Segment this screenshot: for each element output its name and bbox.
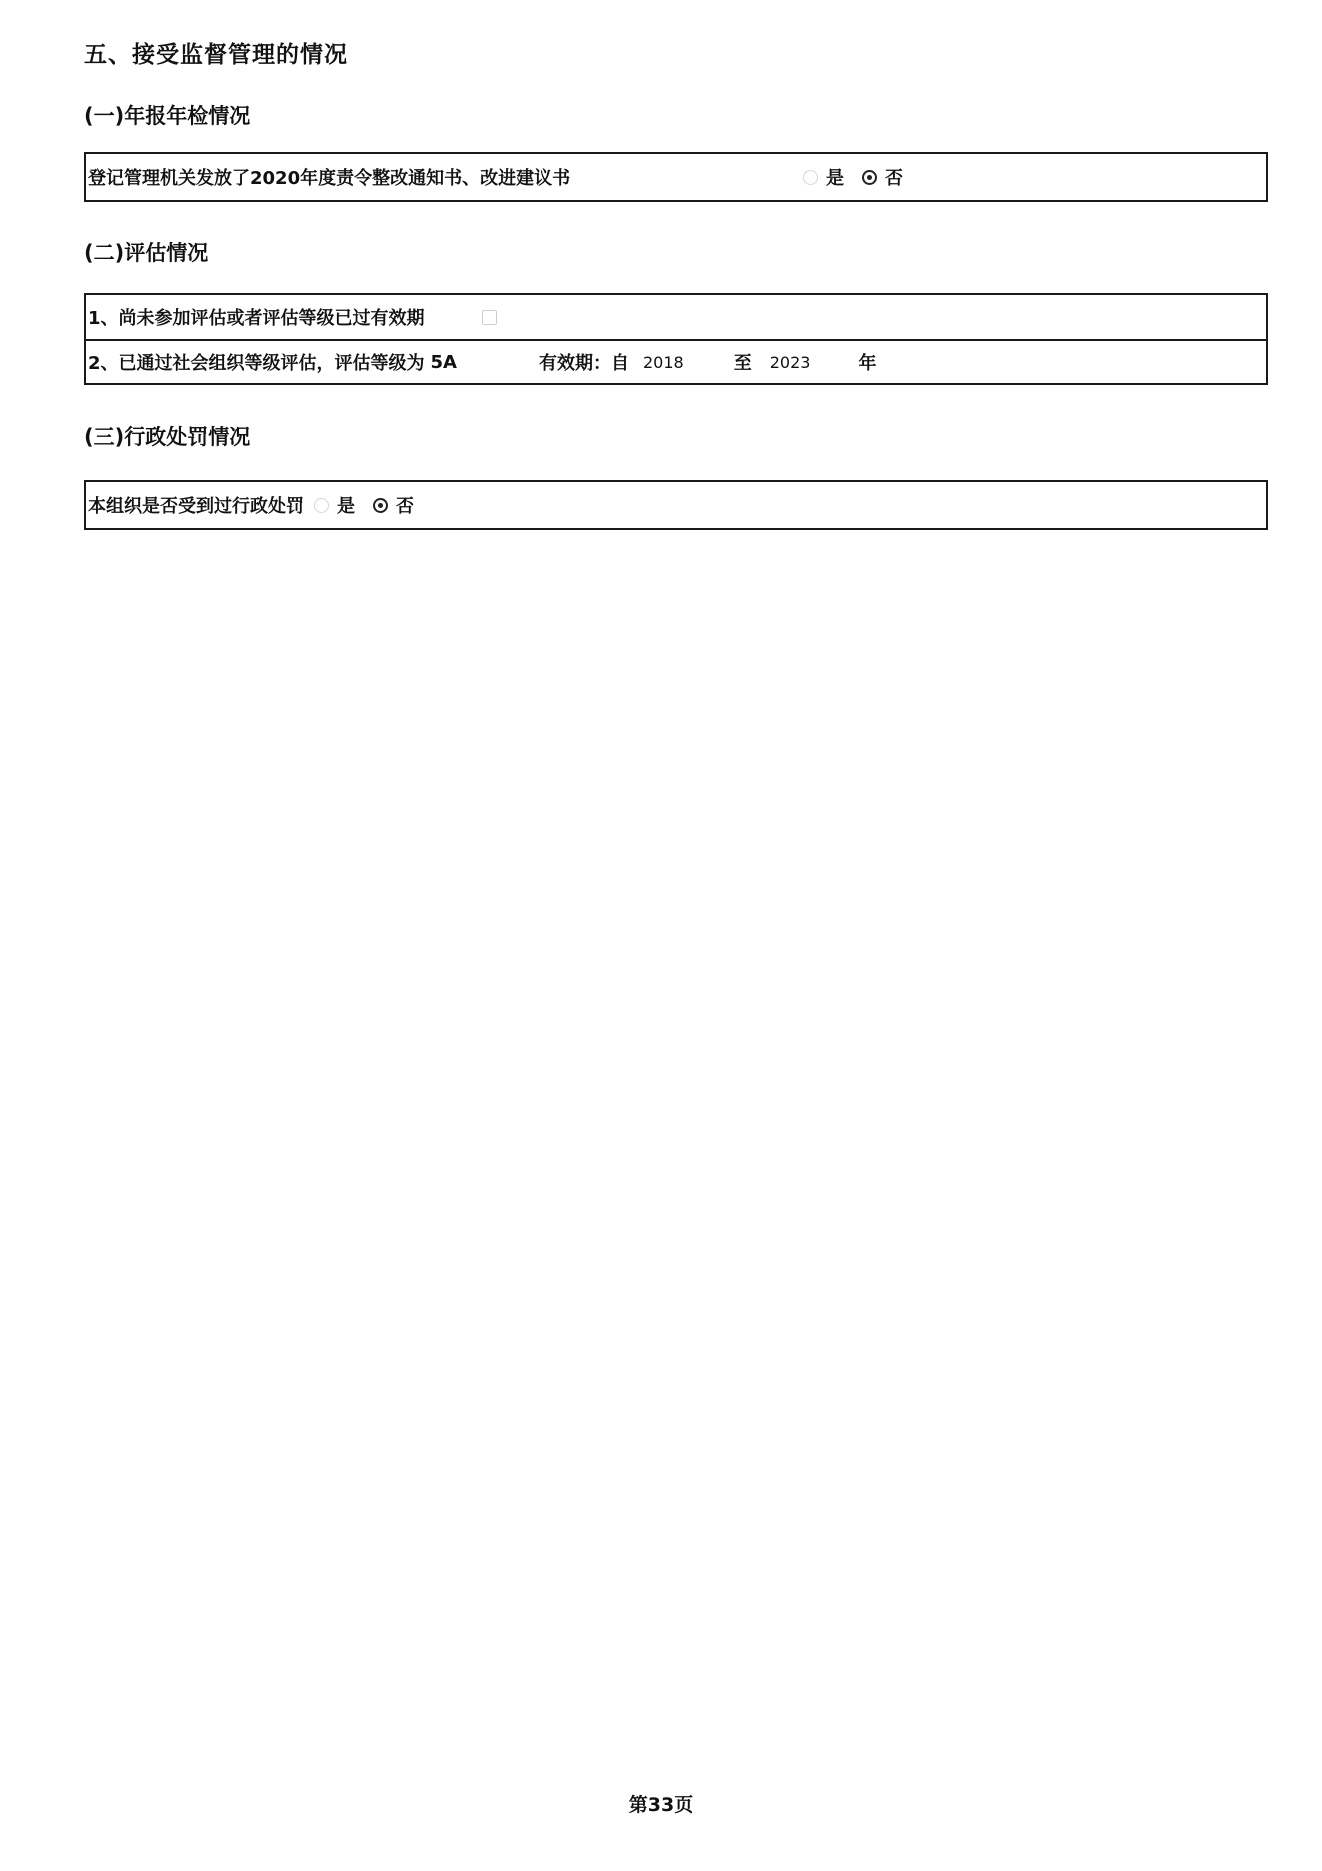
radio-yes[interactable]	[803, 170, 818, 185]
radio-yes[interactable]	[314, 498, 329, 513]
penalty-title: (三)行政处罚情况	[84, 425, 251, 449]
validity-to-year: 2023	[769, 352, 811, 372]
validity-to-label: 至	[733, 353, 752, 374]
annual-inspection-question: 登记管理机关发放了2020年度责令整改通知书、改进建议书	[88, 168, 571, 189]
radio-no[interactable]	[862, 170, 877, 185]
penalty-table	[84, 480, 1268, 530]
evaluation-row-1	[86, 295, 1266, 339]
section-title: 五、接受监督管理的情况	[84, 42, 348, 68]
validity-from-year: 2018	[643, 352, 684, 372]
radio-yes-label: 是	[826, 168, 844, 189]
evaluation-table	[84, 293, 1268, 385]
not-evaluated-checkbox[interactable]	[482, 310, 497, 325]
annual-inspection-row	[86, 154, 1266, 200]
penalty-row	[86, 482, 1266, 528]
annual-inspection-table	[84, 152, 1268, 202]
evaluation-title: (二)评估情况	[84, 241, 209, 265]
evaluation-row-2	[86, 339, 1266, 383]
evaluation-row2-label: 2、已通过社会组织等级评估，评估等级为	[88, 353, 425, 374]
annual-inspection-title: (一)年报年检情况	[84, 104, 251, 128]
validity-year-suffix: 年	[858, 353, 877, 374]
penalty-radio-group[interactable]	[314, 492, 432, 518]
evaluation-grade: 5A	[430, 351, 457, 373]
radio-no-label: 否	[885, 168, 903, 189]
annual-inspection-radio-group[interactable]	[803, 164, 921, 190]
radio-no[interactable]	[373, 498, 388, 513]
radio-yes-label: 是	[337, 496, 355, 517]
radio-no-label: 否	[396, 496, 414, 517]
evaluation-row1-label: 1、尚未参加评估或者评估等级已过有效期	[88, 308, 425, 329]
validity-label: 有效期：自	[539, 353, 629, 374]
page-number: 第33页	[628, 1794, 694, 1816]
penalty-question: 本组织是否受到过行政处罚	[88, 496, 304, 517]
